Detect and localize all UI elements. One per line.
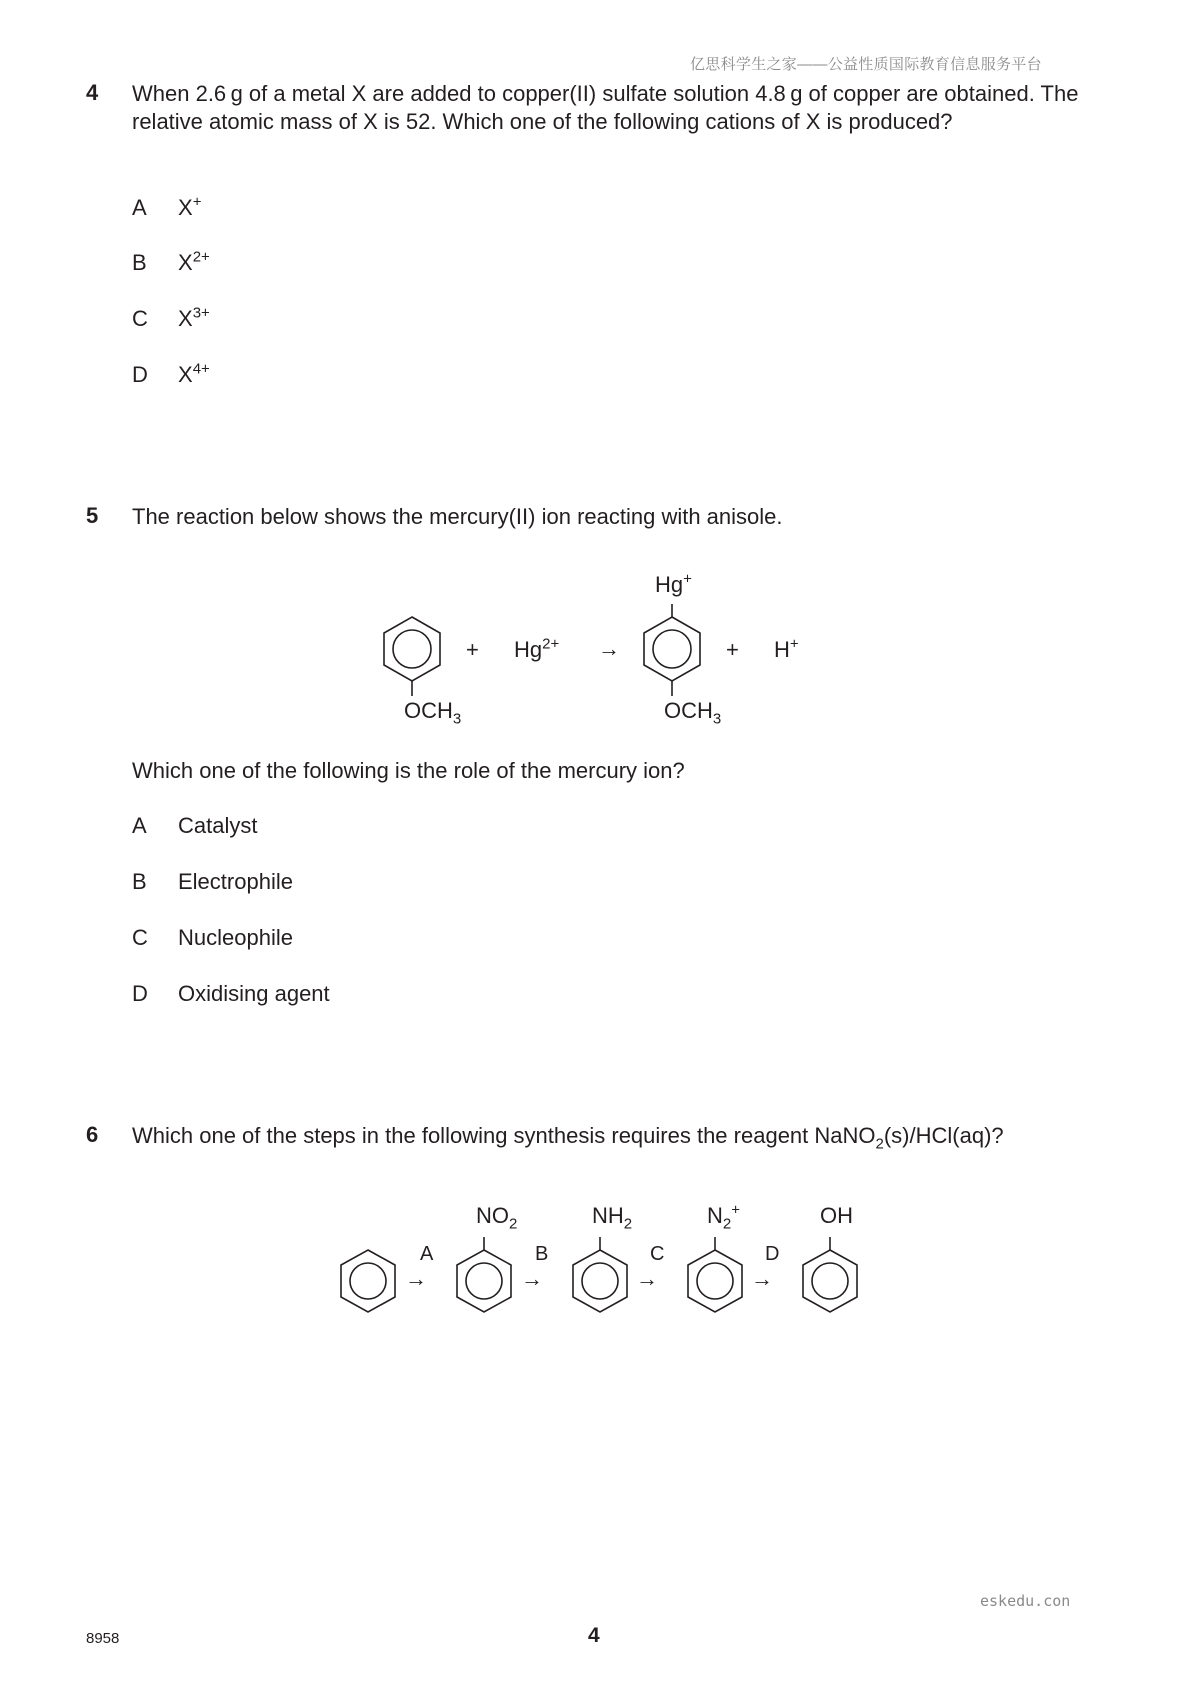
question-4-number: 4 (86, 80, 99, 105)
q4-option-a-letter: A (132, 195, 147, 220)
q5-plus-1: + (466, 637, 479, 662)
diazonium-ring (688, 1237, 742, 1312)
q5-plus-2: + (726, 637, 739, 662)
question-4-text: When 2.6 g of a metal X are added to copper(II) sulfate solution 4.8 g of copper are obtained. The relative atomic mass of X is 52. Which one of the following cations of X is produced? (132, 81, 1079, 134)
q6-text-after: (s)/HCl(aq)? (883, 1123, 1004, 1148)
q6-nh2-sub: 2 (623, 1215, 633, 1233)
q6-n2-base: N (707, 1203, 723, 1228)
q6-n2-charge: + (731, 1201, 740, 1219)
q6-arrow-d: → (751, 1266, 773, 1291)
q4-option-b-charge: 2+ (192, 248, 210, 266)
q5-arrow: → (598, 636, 620, 661)
footer-page-number: 4 (588, 1624, 600, 1647)
q6-nh2-base: NH (592, 1203, 624, 1228)
q5-hg-product-charge: + (683, 570, 692, 588)
q5-h-base: H (774, 637, 790, 662)
q6-step-c-label[interactable]: C (650, 1243, 665, 1265)
nitrobenzene-ring (457, 1237, 511, 1312)
question-6-number: 6 (86, 1122, 99, 1147)
q5-option-c-letter: C (132, 925, 148, 950)
q6-nh2-label (592, 1203, 633, 1233)
q5-option-d[interactable]: Oxidising agent (178, 981, 330, 1006)
q6-text-sub: 2 (875, 1135, 884, 1153)
q4-option-b-letter: B (132, 250, 147, 275)
question-5-number: 5 (86, 503, 99, 528)
phenol-ring (803, 1237, 857, 1312)
q6-arrow-c: → (636, 1266, 658, 1291)
q4-option-b-base: X (178, 250, 193, 275)
q5-option-b[interactable]: Electrophile (178, 869, 293, 894)
question-5-prompt: Which one of the following is the role of the mercury ion? (132, 758, 685, 783)
q5-och3-anisole-sub: 3 (452, 710, 462, 728)
q6-no2-sub: 2 (509, 1215, 518, 1233)
q5-h-charge: + (789, 635, 799, 653)
q6-no2-base: NO (476, 1203, 509, 1228)
q6-step-a-label[interactable]: A (420, 1243, 434, 1265)
q5-hg-product-base: Hg (655, 572, 684, 597)
q6-step-d-label[interactable]: D (765, 1243, 780, 1265)
q6-n2-sub: 2 (722, 1215, 732, 1233)
q4-option-d-charge: 4+ (192, 360, 210, 378)
q6-arrow-a: → (405, 1266, 427, 1291)
benzene-ring-1 (341, 1250, 395, 1312)
q5-och3-anisole-base: OCH (404, 698, 453, 723)
q5-och3-product-sub: 3 (712, 710, 722, 728)
q4-option-c-letter: C (132, 306, 148, 331)
q5-och3-product-base: OCH (664, 698, 713, 723)
q5-option-d-letter: D (132, 981, 148, 1006)
q6-no2-label (476, 1203, 518, 1233)
aniline-ring (573, 1237, 627, 1312)
q4-option-c-charge: 3+ (192, 304, 210, 322)
q4-option-c-base: X (178, 306, 193, 331)
question-5-text: The reaction below shows the mercury(II) ion reacting with anisole. (132, 504, 783, 529)
q5-option-b-letter: B (132, 869, 147, 894)
q4-option-a-charge: + (192, 193, 202, 211)
q6-oh-label: OH (820, 1203, 853, 1228)
q6-arrow-b: → (521, 1266, 543, 1291)
q5-option-a[interactable]: Catalyst (178, 813, 258, 838)
q4-option-a-base: X (178, 195, 193, 220)
q6-n2-label (707, 1201, 740, 1233)
q6-step-b-label[interactable]: B (535, 1243, 549, 1265)
q6-text-before: Which one of the steps in the following synthesis requires the reagent NaNO (132, 1123, 876, 1148)
q5-hg2-charge: 2+ (542, 635, 560, 653)
q4-option-d-letter: D (132, 362, 148, 387)
footer-site-watermark: eskedu.con (980, 1592, 1071, 1610)
q5-option-a-letter: A (132, 813, 147, 838)
footer-paper-code: 8958 (86, 1630, 120, 1647)
q5-hg2-base: Hg (514, 637, 543, 662)
q4-option-d-base: X (178, 362, 193, 387)
q5-option-c[interactable]: Nucleophile (178, 925, 293, 950)
header-watermark: 亿思科学生之家——公益性质国际教育信息服务平台 (690, 56, 1042, 73)
